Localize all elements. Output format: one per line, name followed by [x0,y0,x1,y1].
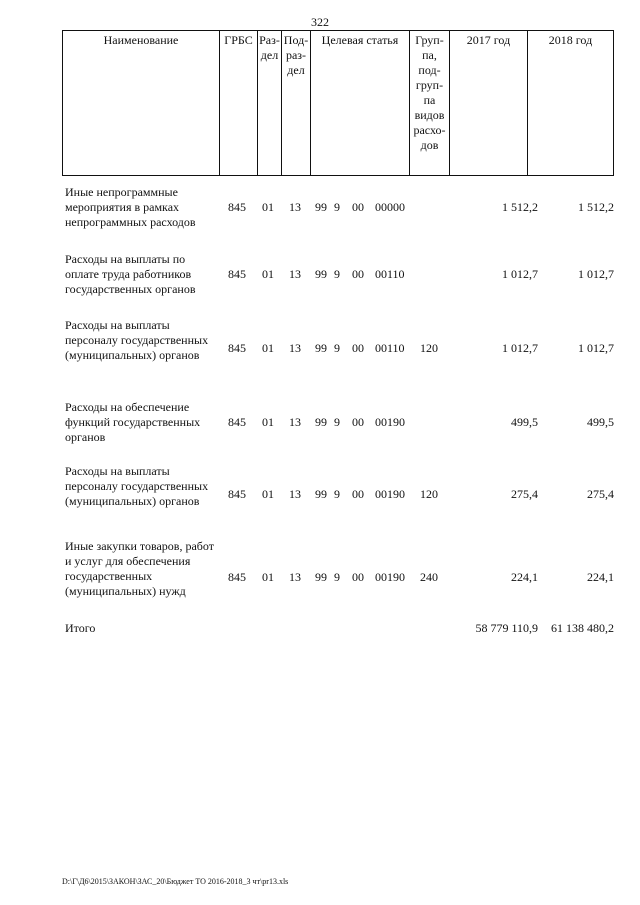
table-row [62,185,614,231]
row-grbs: 845 [228,570,246,584]
table-row [62,539,614,617]
row-2018: 224,1 [587,570,614,584]
file-path: D:\Г\Д6\2015\ЗАКОН\ЗАС_20\Бюджет ТО 2016-2018_3 чт\pr13.xls [62,877,289,886]
row-target-3: 00 [352,415,364,429]
row-razdel: 01 [262,570,274,584]
row-target-4: 00190 [375,570,405,584]
row-name: Расходы на обеспечение функций государственных органов [65,400,201,444]
header-group: Груп- па, под- груп- па видов расхо- дов [410,31,450,175]
row-name: Расходы на выплаты персоналу государственных (муниципальных) органов [65,464,209,508]
row-group: 240 [420,570,438,584]
row-podrazdel: 13 [289,341,301,355]
row-2018: 1 012,7 [578,341,614,355]
row-target-3: 00 [352,341,364,355]
row-target-4: 00110 [375,341,405,355]
header-2017: 2017 год [450,31,528,175]
total-row [62,621,614,637]
row-target-3: 00 [352,200,364,214]
row-podrazdel: 13 [289,200,301,214]
header-razdel: Раз- дел [258,31,282,175]
row-2017: 1 012,7 [502,341,538,355]
row-razdel: 01 [262,267,274,281]
row-2018: 275,4 [587,487,614,501]
header-2018: 2018 год [548,33,593,47]
row-grbs: 845 [228,341,246,355]
row-2017: 275,4 [511,487,538,501]
row-target-3: 00 [352,570,364,584]
header-target: Целевая статья [311,31,410,175]
row-target-1: 99 [315,415,327,429]
page-number: 322 [311,15,329,29]
header-grbs: ГРБС [220,31,258,175]
row-2017: 1 012,7 [502,267,538,281]
row-target-2: 9 [334,200,340,214]
row-podrazdel: 13 [289,267,301,281]
row-2017: 224,1 [511,570,538,584]
total-label: Итого [65,621,96,635]
row-razdel: 01 [262,200,274,214]
row-name: Расходы на выплаты по оплате труда работников государственных органов [65,252,196,296]
table-row [62,318,614,380]
row-target-2: 9 [334,341,340,355]
row-razdel: 01 [262,487,274,501]
row-grbs: 845 [228,487,246,501]
row-target-2: 9 [334,487,340,501]
table-header [62,30,614,176]
header-name: Наименование [63,31,220,175]
row-podrazdel: 13 [289,570,301,584]
row-name: Расходы на выплаты персоналу государственных (муниципальных) органов [65,318,209,362]
table-row [62,252,614,298]
row-razdel: 01 [262,341,274,355]
row-group: 120 [420,487,438,501]
row-podrazdel: 13 [289,415,301,429]
row-target-4: 00000 [375,200,405,214]
row-group: 120 [420,341,438,355]
row-target-2: 9 [334,415,340,429]
row-target-1: 99 [315,267,327,281]
row-grbs: 845 [228,415,246,429]
row-target-1: 99 [315,487,327,501]
row-2018: 1 012,7 [578,267,614,281]
row-name: Иные закупки товаров, работ и услуг для обеспечения государственных (муниципальных) нужд [65,539,214,598]
row-target-4: 00110 [375,267,405,281]
total-2017: 58 779 110,9 [475,621,538,635]
row-grbs: 845 [228,267,246,281]
table-row [62,464,614,526]
row-2017: 499,5 [511,415,538,429]
row-2018: 499,5 [587,415,614,429]
row-target-2: 9 [334,267,340,281]
row-podrazdel: 13 [289,487,301,501]
row-target-4: 00190 [375,487,405,501]
row-grbs: 845 [228,200,246,214]
row-2018: 1 512,2 [578,200,614,214]
row-target-1: 99 [315,570,327,584]
row-2017: 1 512,2 [502,200,538,214]
row-target-3: 00 [352,267,364,281]
row-target-2: 9 [334,570,340,584]
row-target-1: 99 [315,341,327,355]
row-target-4: 00190 [375,415,405,429]
row-razdel: 01 [262,415,274,429]
row-name: Иные непрограммные мероприятия в рамках непрограммных расходов [65,185,196,229]
total-2018: 61 138 480,2 [551,621,614,635]
row-target-1: 99 [315,200,327,214]
row-target-3: 00 [352,487,364,501]
table-row [62,400,614,446]
header-podrazdel: Под- раз- дел [282,31,311,175]
